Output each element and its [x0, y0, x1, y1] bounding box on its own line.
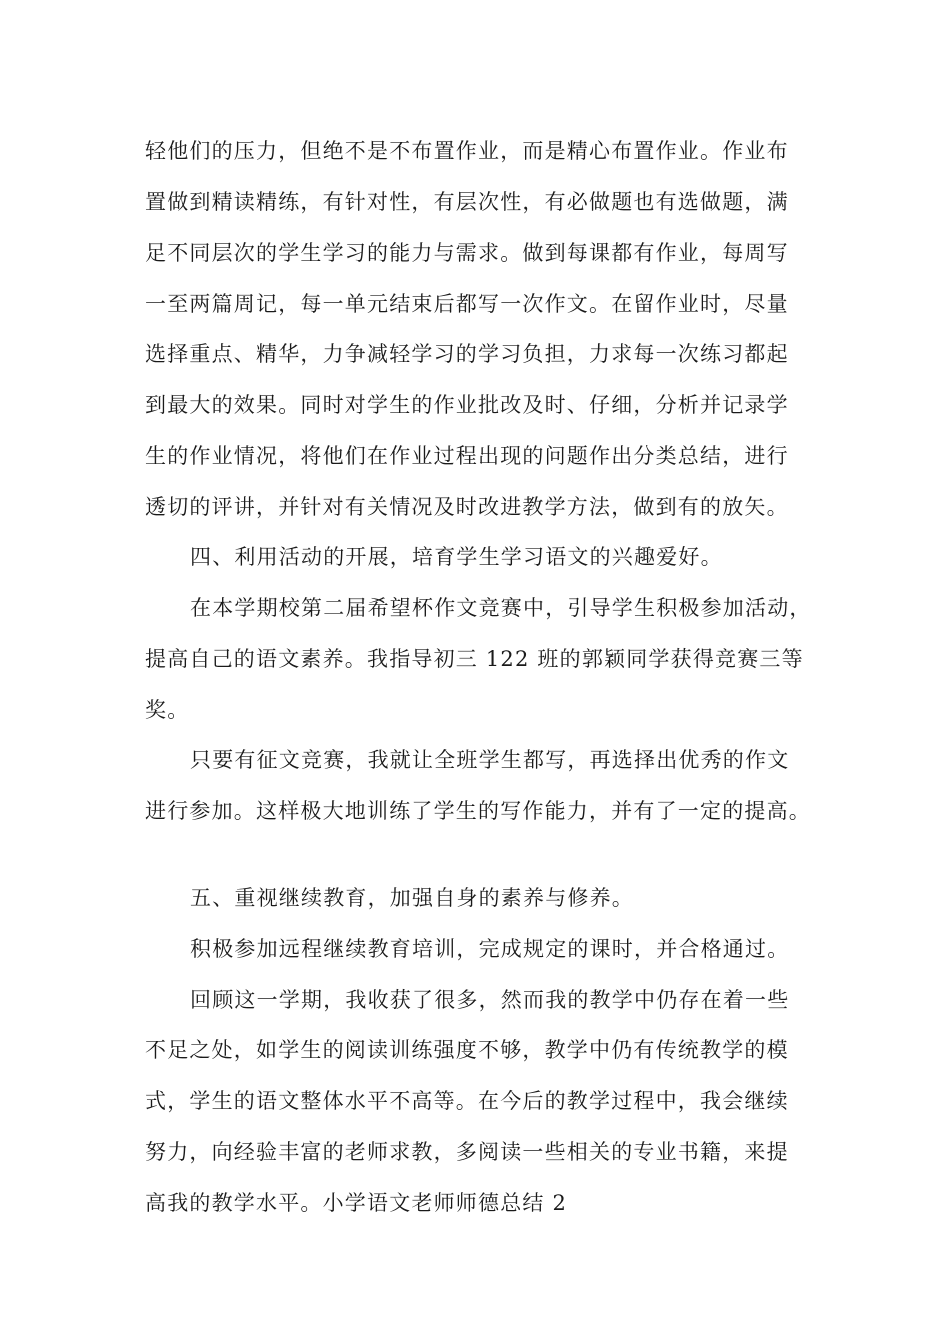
text-line: 置做到精读精练，有针对性，有层次性，有必做题也有选做题，满 [145, 190, 789, 214]
text-line: 透切的评讲，并针对有关情况及时改进教学方法，做到有的放矢。 [145, 495, 789, 519]
text-line: 选择重点、精华，力争减轻学习的学习负担，力求每一次练习都起 [145, 342, 789, 366]
text-line: 进行参加。这样极大地训练了学生的写作能力，并有了一定的提高。 [145, 799, 811, 823]
text-line: 生的作业情况，将他们在作业过程出现的问题作出分类总结，进行 [145, 444, 789, 468]
text-line: 努力，向经验丰富的老师求教，多阅读一些相关的专业书籍，来提 [145, 1140, 789, 1164]
text-line: 奖。 [145, 698, 190, 722]
paragraph-start: 只要有征文竞赛，我就让全班学生都写，再选择出优秀的作文 [190, 748, 790, 772]
paragraph-start: 回顾这一学期，我收获了很多，然而我的教学中仍存在着一些 [190, 988, 790, 1012]
text-line: 式，学生的语文整体水平不高等。在今后的教学过程中，我会继续 [145, 1089, 789, 1113]
text-line: 到最大的效果。同时对学生的作业批改及时、仔细，分析并记录学 [145, 393, 789, 417]
text-line: 足不同层次的学生学习的能力与需求。做到每课都有作业，每周写 [145, 241, 789, 265]
text-line: 提高自己的语文素养。我指导初三 122 班的郭颖同学获得竞赛三等 [145, 647, 804, 671]
text-line: 一至两篇周记，每一单元结束后都写一次作文。在留作业时，尽量 [145, 292, 789, 316]
section-heading: 四、利用活动的开展，培育学生学习语文的兴趣爱好。 [190, 545, 723, 569]
paragraph-start: 积极参加远程继续教育培训，完成规定的课时，并合格通过。 [190, 937, 790, 961]
text-line: 高我的教学水平。小学语文老师师德总结 2 [145, 1191, 568, 1215]
text-line: 轻他们的压力，但绝不是不布置作业，而是精心布置作业。作业布 [145, 139, 789, 163]
text-line: 不足之处，如学生的阅读训练强度不够，教学中仍有传统教学的模 [145, 1038, 789, 1062]
paragraph-start: 在本学期校第二届希望杯作文竞赛中，引导学生积极参加活动， [190, 596, 812, 620]
section-heading: 五、重视继续教育，加强自身的素养与修养。 [190, 886, 634, 910]
